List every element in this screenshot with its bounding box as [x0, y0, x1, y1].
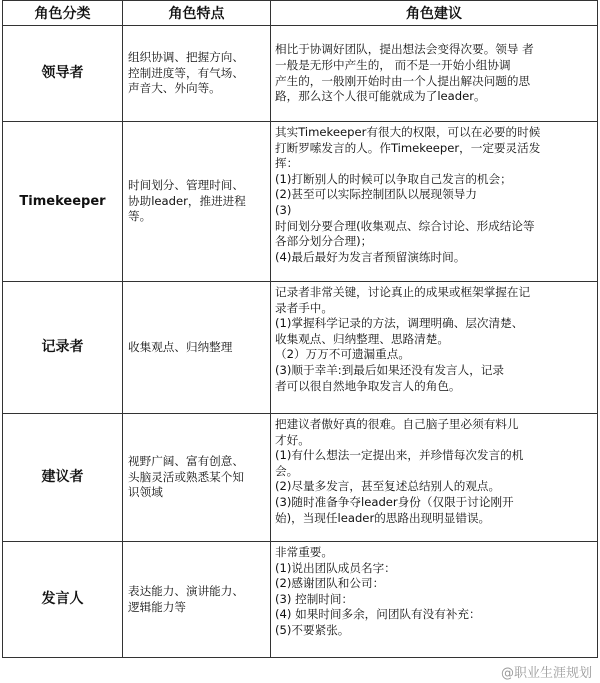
advice-line: (1)说出团队成员名字： [275, 560, 396, 575]
features-line: 声音大、外向等。 [128, 81, 221, 96]
advice-line: 产生的，一般刚开始时由一个人提出解决问题的思 [275, 73, 531, 88]
advice-line: 者可以很自然地争取发言人的角色。 [275, 378, 461, 393]
advice-line: (1)打断别人的时候可以争取自己发言的机会； [275, 171, 512, 186]
role-features [123, 414, 271, 542]
advice-line: (1)有什么想法一定提出来，并珍惜每次发言的机 [275, 448, 524, 463]
features-line: 表达能力、演讲能力、 [128, 583, 244, 598]
header-row [3, 1, 598, 26]
role-advice [271, 542, 598, 658]
role-features [123, 26, 271, 122]
features-line: 识领域 [128, 485, 163, 500]
role-name: 建议者 [3, 414, 123, 542]
role-advice [271, 414, 598, 542]
advice-line: (5)不要紧张。 [275, 622, 350, 637]
advice-line: 其实Timekeeper有很大的权限，可以在必要的时候 [275, 125, 541, 139]
table-row [3, 282, 598, 414]
advice-line: (3) 控制时间： [275, 591, 354, 606]
role-features [123, 542, 271, 658]
advice-line: 始)，当现任leader的思路出现明显错误。 [275, 510, 491, 525]
features-line: 等。 [128, 209, 152, 224]
role-advice [271, 122, 598, 282]
advice-line: (3)随时准备争夺leader身份（仅限于讨论刚开 [275, 494, 514, 509]
header-features: 角色特点 [123, 1, 271, 26]
advice-line: 非常重要。 [275, 545, 333, 559]
advice-line: (1)掌握科学记录的方法，调理明确、层次清楚、 [275, 316, 524, 331]
table-row [3, 542, 598, 658]
features-line: 控制进度等，有气场、 [128, 65, 244, 80]
table-row [3, 122, 598, 282]
features-line: 时间划分、管理时间、 [128, 178, 244, 193]
advice-line: (2)甚至可以实际控制团队以展现领导力 [275, 187, 477, 202]
features-line: 收集观点、归纳整理 [128, 339, 233, 354]
role-name: Timekeeper [3, 122, 123, 282]
advice-line: (3)顺于幸羊:到最后如果还没有发言人，记录 [275, 362, 505, 377]
role-features [123, 122, 271, 282]
role-name: 领导者 [3, 26, 123, 122]
features-line: 逻辑能力等 [128, 599, 186, 614]
advice-line: 时间划分要合理(收集观点、综合讨论、形成结论等 [275, 218, 535, 233]
advice-line: 相比于协调好团队，提出想法会变得次要。领导 者 [275, 42, 534, 57]
features-line: 视野广阔、富有创意、 [128, 454, 244, 469]
table-row [3, 414, 598, 542]
advice-line: 打断罗嗦发言的人。作Timekeeper，一定要灵活发 [275, 140, 541, 155]
advice-line: 会。 [275, 463, 299, 478]
features-line: 头脑灵活或熟悉某个知 [128, 469, 244, 484]
roles-table [2, 0, 598, 658]
role-advice [271, 282, 598, 414]
advice-line: 收集观点、归纳整理、思路清楚。 [275, 331, 449, 346]
advice-line: 把建议者傲好真的很难。自己脑子里必须有料儿 [275, 417, 519, 431]
features-line: 协助leader，推进进程 [128, 193, 246, 208]
advice-line: 才好。 [275, 432, 310, 447]
header-role: 角色分类 [3, 1, 123, 26]
advice-line: 记录者非常关键，讨论真止的成果或框架掌握在记 [275, 285, 531, 299]
header-advice: 角色建议 [271, 1, 598, 26]
advice-line: （2）万万不可遗漏重点。 [275, 347, 410, 362]
advice-line: (4)最后最好为发言者预留演练时间。 [275, 249, 466, 264]
advice-line: (2)尽量多发言，甚至复述总结别人的观点。 [275, 479, 501, 494]
advice-line: (3) [275, 202, 292, 217]
advice-line: 一般是无形中产生的， 而不是一开始小组协调 [275, 57, 511, 72]
advice-line: 各部分划分合理)； [275, 234, 373, 249]
advice-line: 路，那么这个人很可能就成为了leader。 [275, 89, 486, 104]
role-features [123, 282, 271, 414]
role-advice [271, 26, 598, 122]
advice-line: 录者手中。 [275, 300, 333, 315]
features-line: 组织协调、把握方向、 [128, 50, 244, 65]
advice-line: 挥： [275, 156, 299, 171]
advice-line: (4) 如果时间多余，问团队有没有补充： [275, 607, 481, 622]
watermark: @职业生涯规划 [500, 666, 592, 681]
role-name: 记录者 [3, 282, 123, 414]
role-name: 发言人 [3, 542, 123, 658]
advice-line: (2)感谢团队和公司： [275, 576, 385, 591]
table-row [3, 26, 598, 122]
